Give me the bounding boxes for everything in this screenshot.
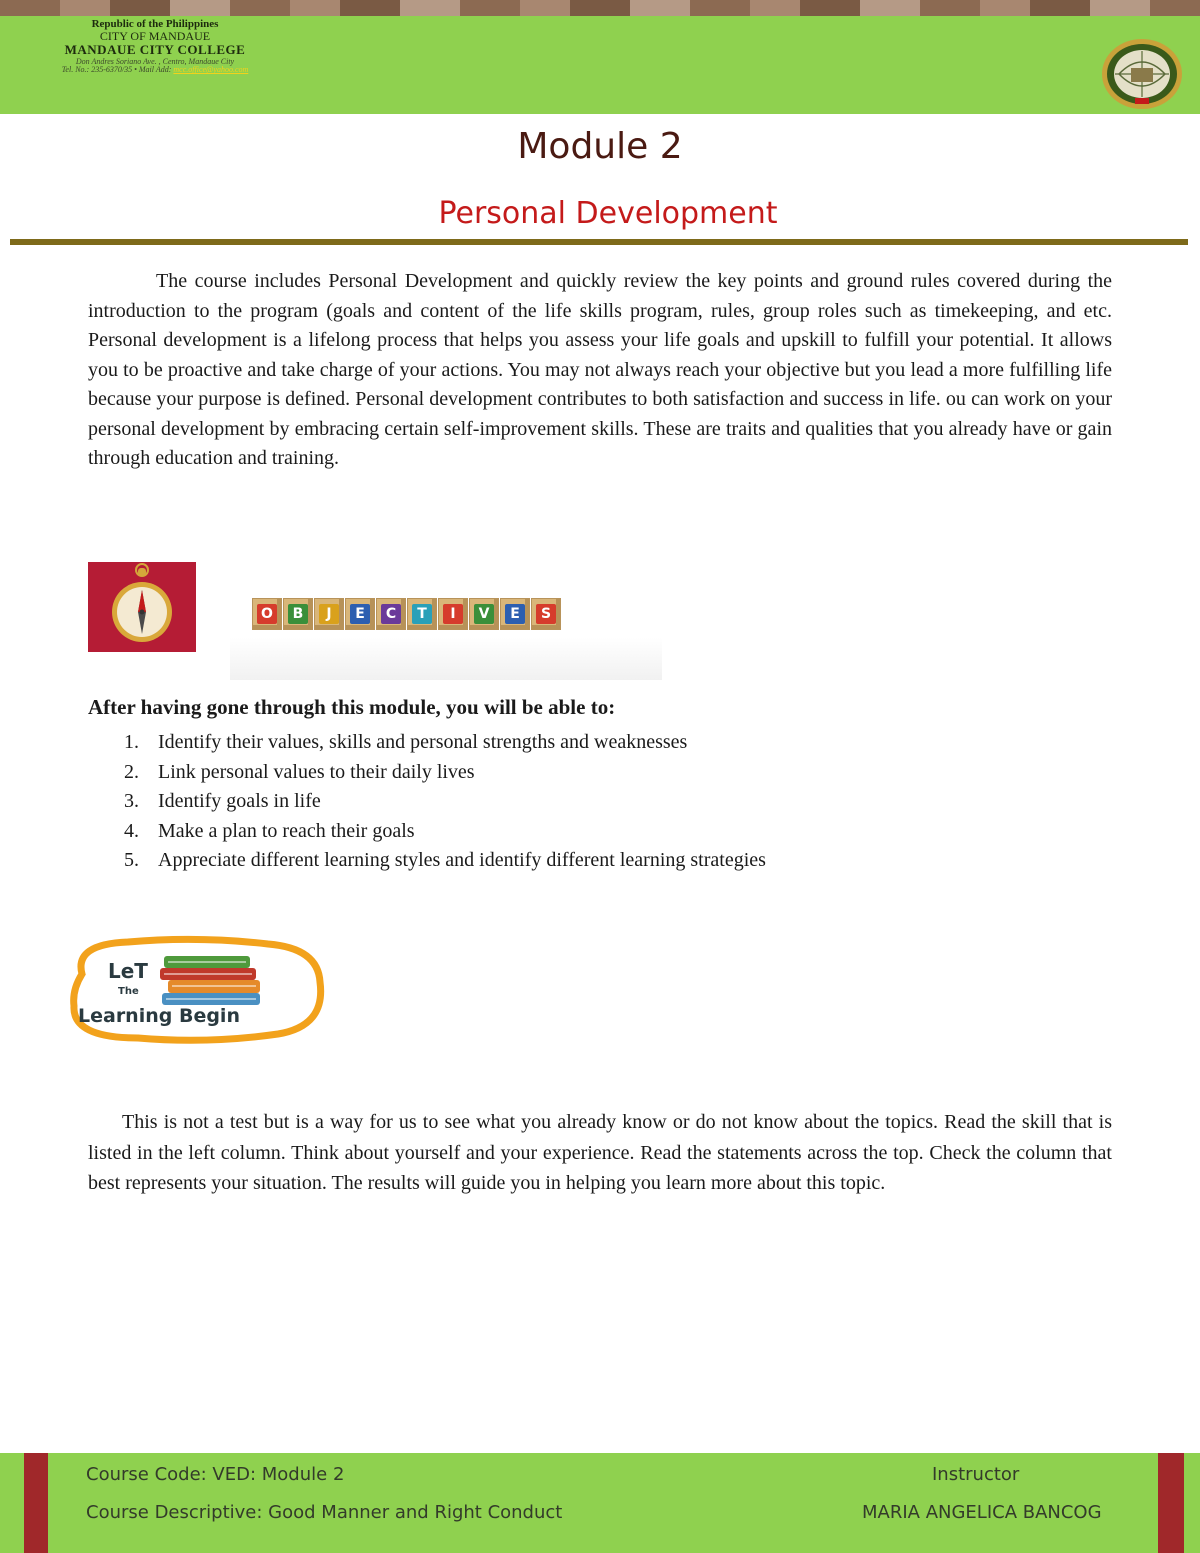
letterhead-city: CITY OF MANDAUE: [99, 29, 211, 44]
list-item-number: 1.: [124, 731, 139, 753]
objectives-list: [88, 728, 766, 876]
letter-block-glyph: V: [474, 604, 494, 624]
list-item-number: 2.: [124, 760, 139, 783]
let-the-learning-begin-image: [68, 934, 328, 1046]
letterhead-email-link[interactable]: mcc.office@yahoo.com: [173, 65, 249, 75]
module-subtitle: Personal Development: [438, 196, 778, 231]
letter-block-glyph: O: [257, 604, 277, 624]
list-item-text: Identify goals in life: [158, 790, 321, 812]
letter-block-glyph: C: [381, 604, 401, 624]
objectives-letter-blocks: [252, 598, 561, 630]
badge-line-let: LeT: [108, 959, 148, 983]
compass-image: [88, 562, 196, 652]
list-item: [88, 787, 766, 817]
title-divider: [10, 239, 1188, 245]
list-item-number: 4.: [124, 819, 139, 842]
objectives-banner-image: [230, 574, 662, 680]
letter-block: [314, 598, 344, 630]
letter-block: [407, 598, 437, 630]
list-item-number: 3.: [124, 790, 139, 812]
course-descriptive: Course Descriptive: Good Manner and Right Conduct: [86, 1502, 563, 1523]
letter-block: [376, 598, 406, 630]
letterhead-republic: Republic of the Philippines: [91, 18, 219, 30]
books-icon: [160, 956, 260, 1005]
list-item-text: Identify their values, skills and personal strengths and weaknesses: [158, 731, 688, 753]
compass-icon: [88, 562, 196, 652]
footer-accent-left: [24, 1453, 48, 1553]
letter-block-glyph: T: [412, 604, 432, 624]
list-item-text: Make a plan to reach their goals: [158, 819, 415, 842]
letter-block-glyph: E: [350, 604, 370, 624]
list-item-number: 5.: [124, 849, 139, 871]
letterhead-address: Don Andres Soriano Ave. , Centro, Mandaue City: [75, 56, 235, 66]
decorative-top-strip: [0, 0, 1200, 16]
letter-block: [469, 598, 499, 630]
letterhead-contact: [30, 66, 280, 75]
instructor-label: Instructor: [932, 1464, 1020, 1485]
course-code: Course Code: VED: Module 2: [86, 1464, 345, 1485]
pretest-paragraph: This is not a test but is a way for us to see what you already know or do not know about the topics. Read the skill that is listed in the left column. Think about yourself and your experience. Read the statements across the top. Check the column that best represents your situation. The results will guide you in helping you learn more about this topic.: [88, 1111, 1112, 1194]
letter-block-glyph: J: [319, 604, 339, 624]
list-item: [88, 817, 766, 847]
letterhead-college: MANDAUE CITY COLLEGE: [64, 42, 246, 58]
letter-block: [500, 598, 530, 630]
objectives-heading: After having gone through this module, you will be able to:: [88, 695, 616, 719]
intro-paragraph: The course includes Personal Development and quickly review the key points and ground rules covered during the introduction to the program (goals and content of the life skills program, rules, group roles such as timekeeping, and etc. Personal development is a lifelong process that helps you assess your life goals and upskill to fulfill your potential. It allows you to be proactive and take charge of your actions. You may not always reach your objective but you lead a more fulfilling life because your purpose is defined. Personal development contributes to both satisfaction and success in life. ou can work on your personal development by embracing certain self-improvement skills. These are traits and qualities that you already have or gain through education and training.: [88, 270, 1112, 469]
badge-line-the: The: [118, 986, 139, 997]
letterhead-phone: Tel. No.: 235-6370/35 • Mail Add:: [61, 65, 172, 75]
letter-block-glyph: B: [288, 604, 308, 624]
footer-accent-right: [1158, 1453, 1184, 1553]
letter-block-glyph: I: [443, 604, 463, 624]
letter-block: [283, 598, 313, 630]
list-item: [88, 846, 766, 876]
letter-block: [252, 598, 282, 630]
college-letterhead: [30, 18, 280, 75]
list-item: [88, 758, 766, 788]
letter-block-glyph: S: [536, 604, 556, 624]
letter-block-glyph: E: [505, 604, 525, 624]
instructor-name: MARIA ANGELICA BANCOG: [862, 1502, 1102, 1523]
list-item-text: Appreciate different learning styles and identify different learning strategies: [158, 849, 766, 871]
badge-line-learning-begin: Learning Begin: [78, 1005, 240, 1027]
module-title: Module 2: [517, 126, 683, 167]
list-item-text: Link personal values to their daily lives: [158, 760, 475, 783]
letter-block: [531, 598, 561, 630]
list-item: [88, 728, 766, 758]
letter-block: [345, 598, 375, 630]
college-seal-logo: [1101, 38, 1183, 110]
letter-block: [438, 598, 468, 630]
